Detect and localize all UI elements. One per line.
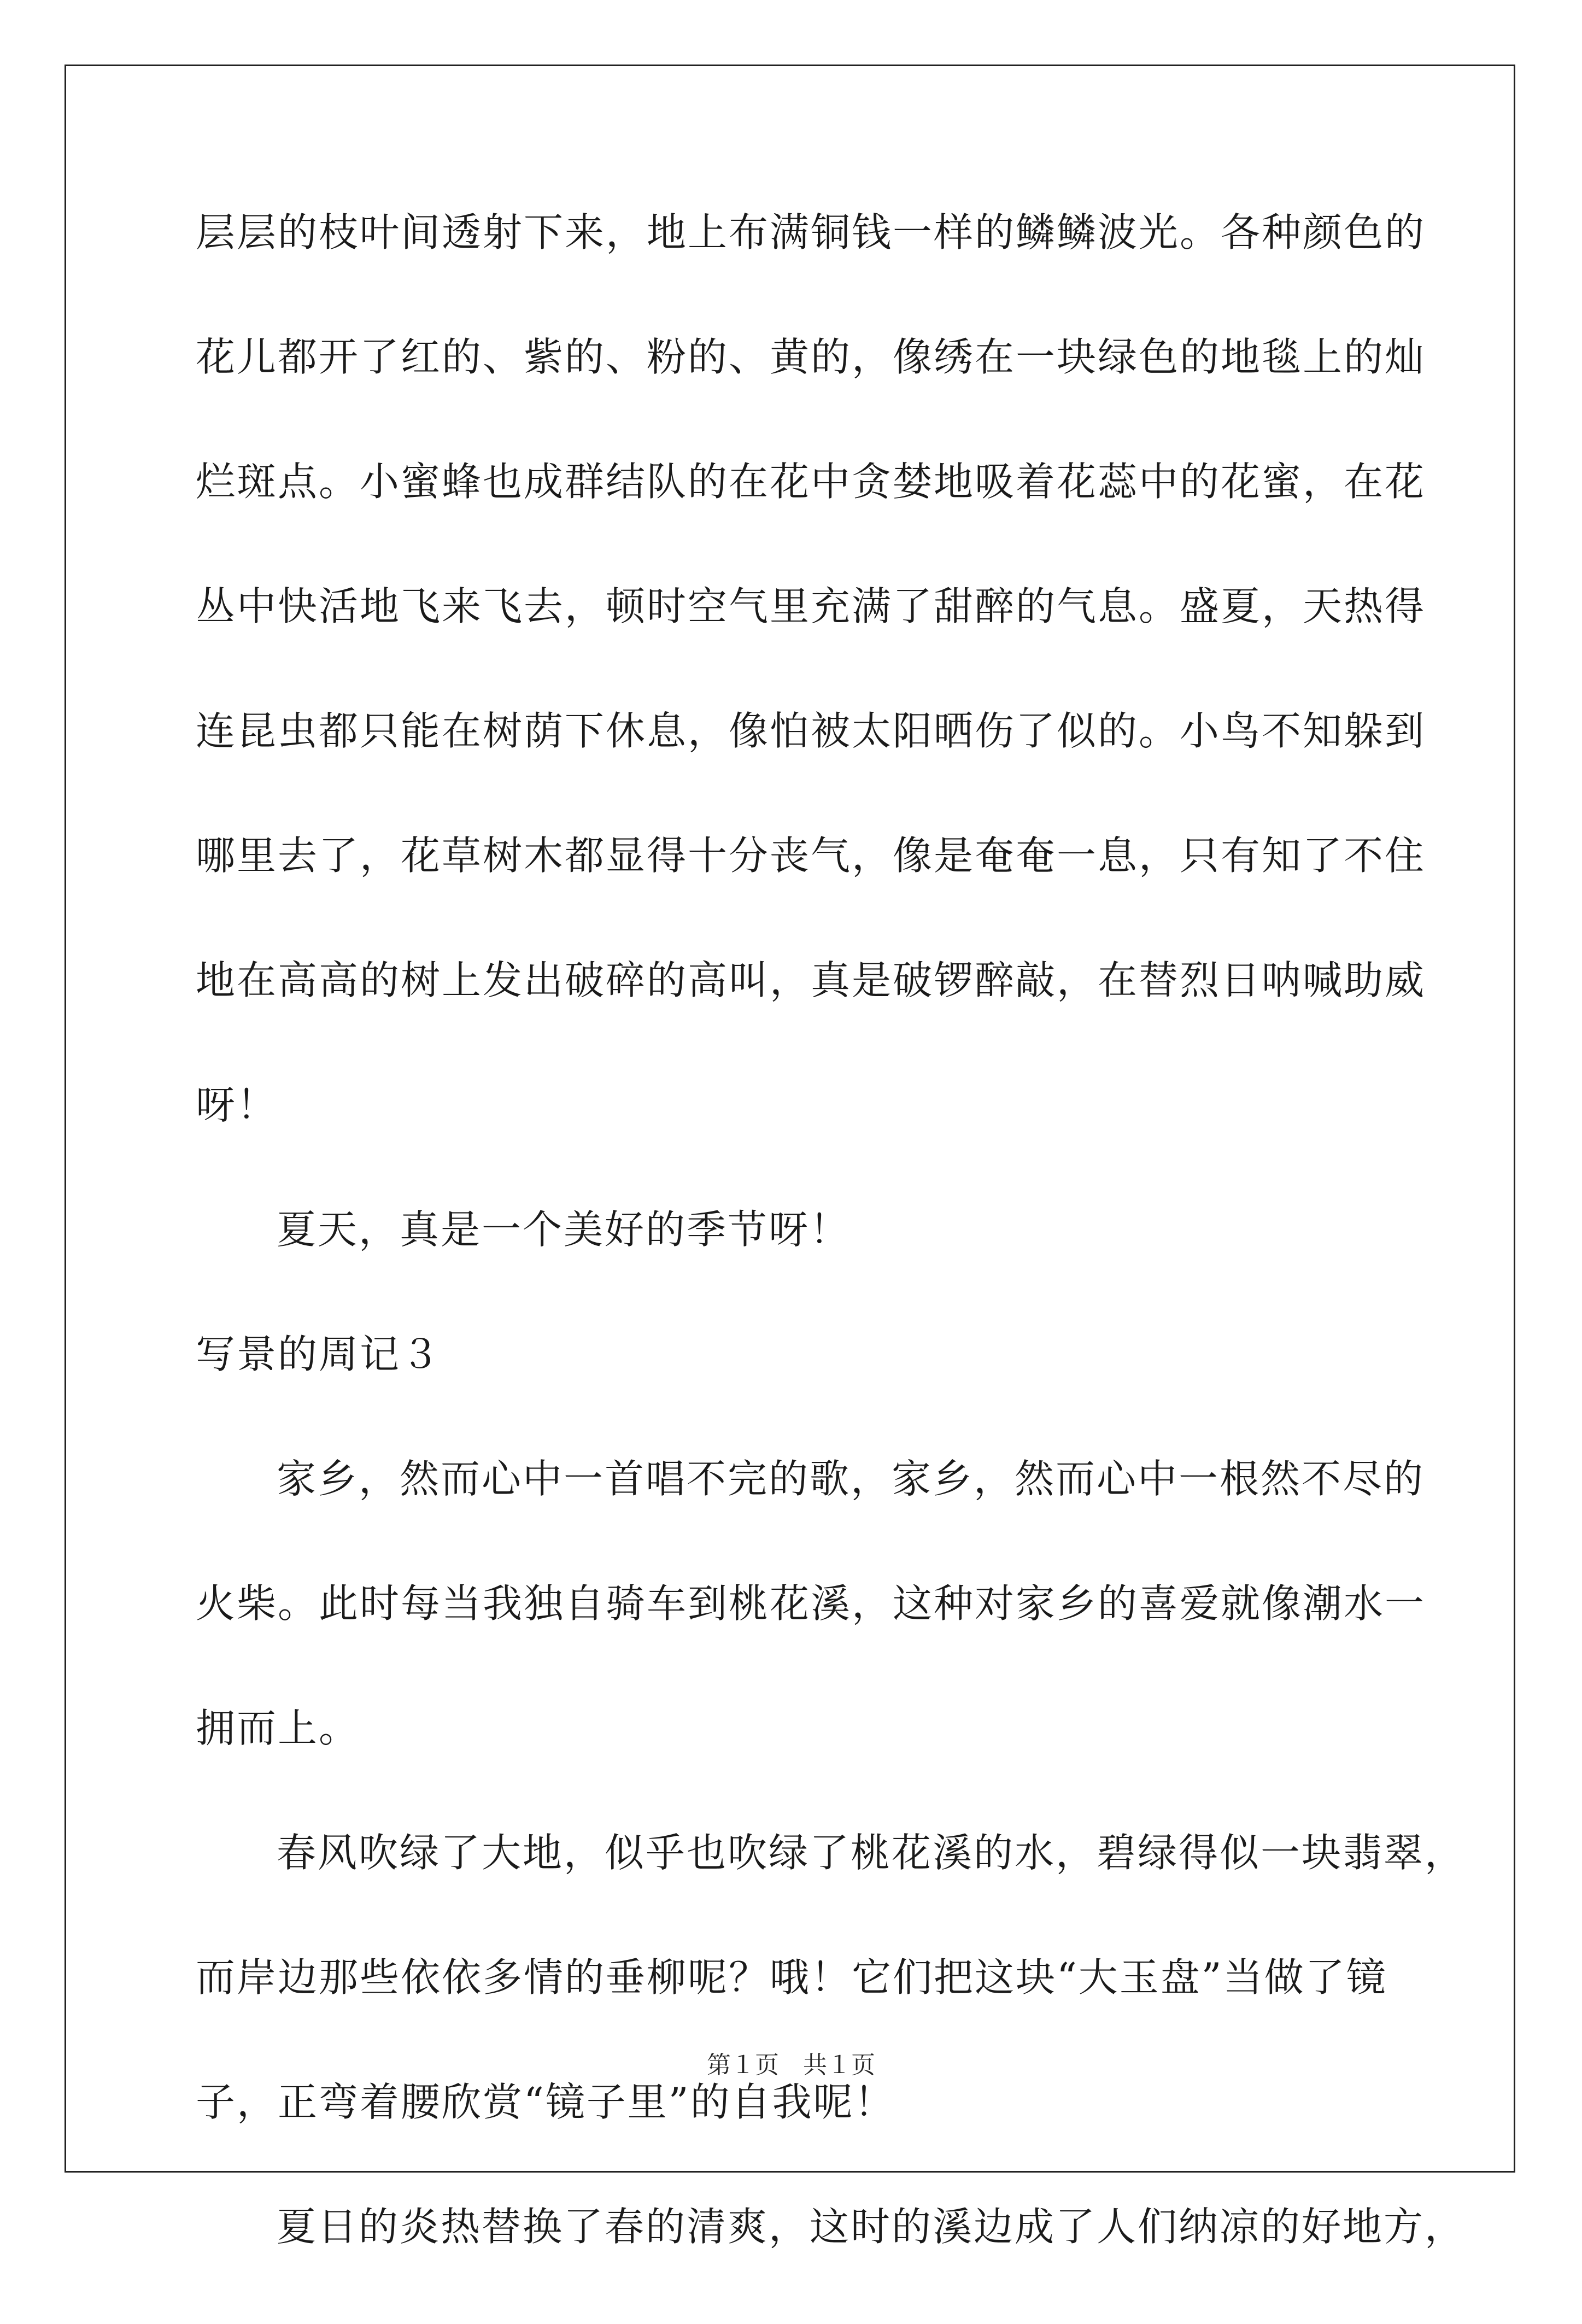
text-line: 层层的枝叶间透射下来，地上布满铜钱一样的鳞鳞波光。各种颜色的 bbox=[196, 209, 1426, 255]
page-footer bbox=[0, 2049, 1582, 2082]
page-number-current: 第１页 bbox=[707, 2051, 779, 2079]
text-line: 花儿都开了红的、紫的、粉的、黄的，像绣在一块绿色的地毯上的灿 bbox=[196, 334, 1426, 380]
text-line: 拥而上。 bbox=[196, 1705, 360, 1751]
section-heading: 写景的周记３ bbox=[196, 1331, 442, 1377]
text-line: 火柴。此时每当我独自骑车到桃花溪，这种对家乡的喜爱就像潮水一 bbox=[196, 1580, 1426, 1626]
text-line: 子，正弯着腰欣赏“镜子里”的自我呢！ bbox=[196, 2079, 895, 2125]
text-line: 烂斑点。小蜜蜂也成群结队的在花中贪婪地吸着花蕊中的花蜜，在花 bbox=[196, 459, 1426, 505]
text-line: 丛中快活地飞来飞去，顿时空气里充满了甜醉的气息。盛夏，天热得 bbox=[196, 583, 1426, 629]
text-line: 呀！ bbox=[196, 1082, 278, 1128]
text-line: 连昆虫都只能在树荫下休息，像怕被太阳晒伤了似的。小鸟不知躲到 bbox=[196, 708, 1426, 754]
page-number-total: 共１页 bbox=[803, 2051, 875, 2079]
paragraph-first-line: 夏日的炎热替换了春的清爽，这时的溪边成了人们纳凉的好地方， bbox=[277, 2204, 1466, 2250]
document-body bbox=[196, 205, 1466, 2324]
paragraph-first-line: 夏天，真是一个美好的季节呀！ bbox=[277, 1207, 851, 1252]
paragraph-first-line: 家乡，然而心中一首唱不完的歌，家乡，然而心中一根然不尽的 bbox=[277, 1456, 1425, 1502]
text-line: 哪里去了，花草树木都显得十分丧气，像是奄奄一息，只有知了不住 bbox=[196, 833, 1426, 879]
paragraph-first-line: 春风吹绿了大地，似乎也吹绿了桃花溪的水，碧绿得似一块翡翠， bbox=[277, 1830, 1466, 1876]
text-line: 地在高高的树上发出破碎的高叫，真是破锣醉敲，在替烈日呐喊助威 bbox=[196, 957, 1426, 1003]
text-line: 而岸边那些依依多情的垂柳呢？哦！它们把这块“大玉盘”当做了镜 bbox=[196, 1954, 1387, 2000]
